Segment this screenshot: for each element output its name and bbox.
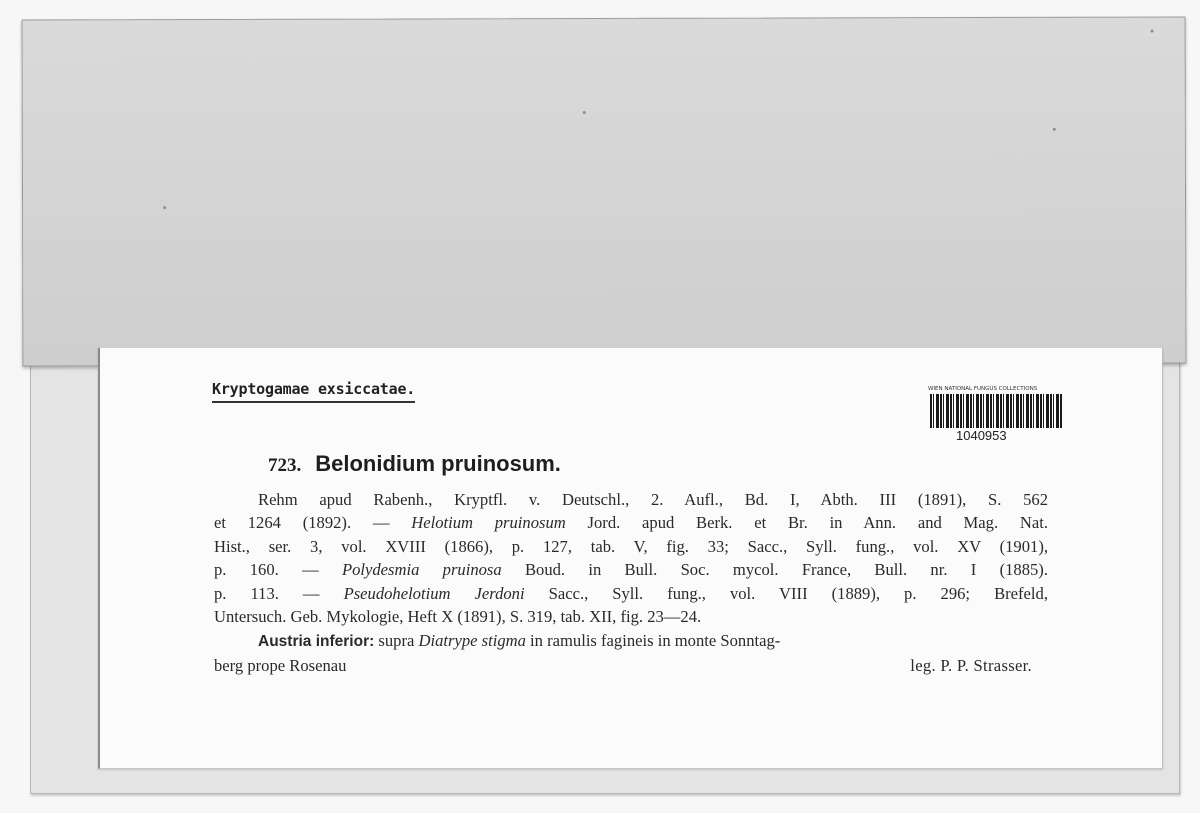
specimen-number: 723. (268, 455, 302, 476)
paper-fleck (1151, 30, 1154, 33)
citation-line: Rehm apud Rabenh., Kryptfl. v. Deutschl., 2. Aufl., Bd. I, Abth. III (1891), S. 562 (258, 490, 1048, 509)
specimen-heading (268, 451, 561, 477)
citation-line: et 1264 (1892). — Helotium pruinosum Jord. apud Berk. et Br. in Ann. and Mag. Nat. (214, 513, 1048, 533)
citation-line: p. 113. — Pseudohelotium Jerdoni Sacc., Syll. fung., vol. VIII (1889), p. 296; Brefeld, (214, 583, 1048, 603)
locality-line (214, 654, 1048, 677)
citation-line: Hist., ser. 3, vol. XVIII (1866), p. 127, tab. V, fig. 33; Sacc., Syll. fung., vol. XV (1901), (214, 536, 1048, 556)
synonym-name: Helotium pruinosum (411, 513, 566, 533)
synonym-name: Pseudohelotium Jerdoni (343, 583, 525, 603)
barcode-institution: WIEN NATIONAL FUNGUS COLLECTIONS (928, 386, 1038, 392)
collector: leg. P. P. Strasser. (910, 655, 1032, 675)
paper-fleck (583, 111, 586, 114)
specimen-label (98, 348, 1163, 769)
citation-line: Untersuch. Geb. Mykologie, Heft X (1891), S. 319, tab. XII, fig. 23—24. (214, 607, 702, 627)
citation-line: p. 160. — Polydesmia pruinosa Boud. in Bull. Soc. mycol. France, Bull. nr. I (1885). (214, 560, 1048, 580)
series-title: Kryptogamae exsiccatae. (212, 380, 415, 403)
barcode-sticker (918, 374, 1080, 458)
locality-region: Austria inferior: (258, 633, 375, 651)
paper-fleck (163, 206, 166, 209)
locality-place: berg prope Rosenau (214, 655, 347, 675)
barcode-bars (930, 394, 1062, 428)
species-name: Belonidium pruinosum. (315, 451, 561, 476)
citation-block (214, 488, 1048, 677)
host-name: Diatrype stigma (418, 631, 526, 651)
paper-fleck (1053, 128, 1056, 131)
locality-line: Austria inferior: supra Diatrype stigma in ramulis fagineis in monte Sonntag- (258, 631, 781, 651)
barcode-number: 1040953 (956, 428, 1007, 443)
envelope-flap (22, 16, 1187, 366)
synonym-name: Polydesmia pruinosa (341, 560, 502, 580)
